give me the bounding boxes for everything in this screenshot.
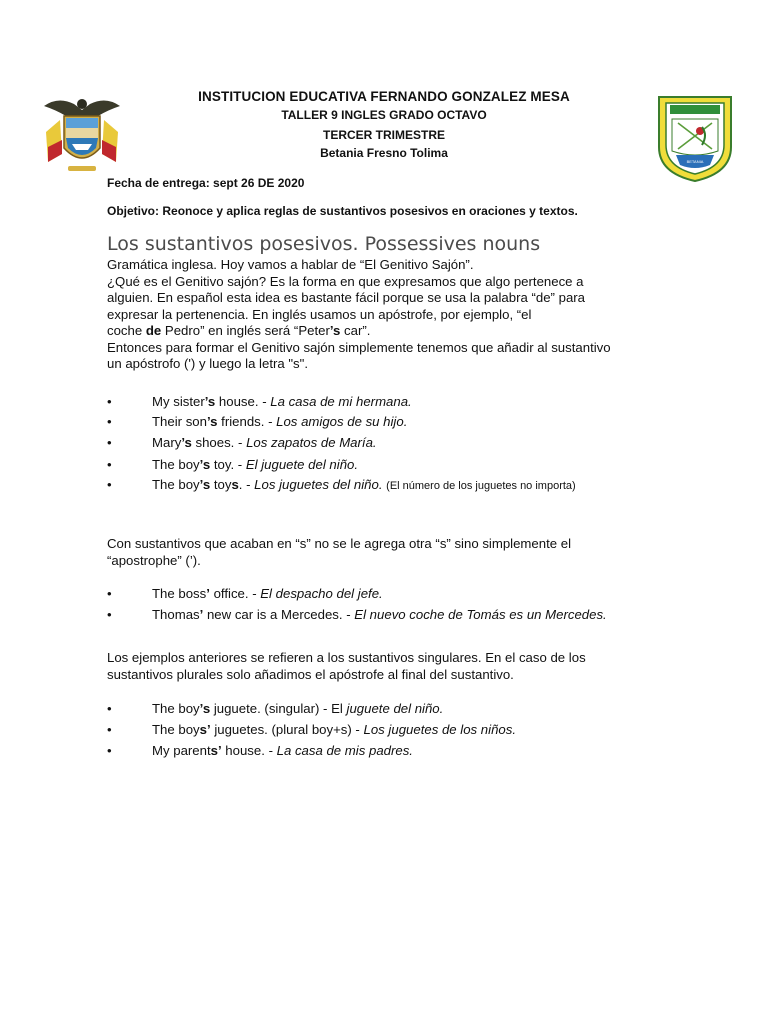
bullet: • [107, 477, 112, 492]
intro-paragraph [107, 257, 677, 373]
bullet: • [107, 435, 112, 450]
institution-name: INSTITUCION EDUCATIVA FERNANDO GONZALEZ MESA [198, 89, 570, 104]
intro-line: Gramática inglesa. Hoy vamos a hablar de “El Genitivo Sajón”. [107, 257, 474, 272]
para-line: sustantivos plurales solo añadimos el apóstrofe al final del sustantivo. [107, 666, 514, 682]
objective [107, 204, 578, 218]
para-line: Los ejemplos anteriores se refieren a los sustantivos singulares. En el caso de los [107, 650, 586, 665]
note: (El número de los juguetes no importa) [386, 480, 576, 492]
school-logo-bottom-text: BETANIA [686, 159, 704, 164]
intro-line: alguien. En español esta idea es bastante fácil porque se usa la palabra “de” para [107, 290, 586, 305]
location-title: Betania Fresno Tolima [320, 146, 448, 160]
objective-text: Reonoce y aplica reglas de sustantivos posesivos en oraciones y textos. [162, 204, 578, 218]
section-title: Los sustantivos posesivos. Possessives nouns [107, 233, 541, 255]
due-date [107, 176, 304, 190]
bullet: • [107, 457, 112, 472]
due-date-year: DE 2020 [257, 176, 305, 190]
bullet: • [107, 394, 112, 409]
bullet: • [107, 414, 112, 429]
intro-line: Entonces para formar el Genitivo sajón simplemente tenemos que añadir al sustantivo [107, 339, 611, 355]
bullet: • [107, 701, 112, 716]
intro-line: coche de Pedro” en inglés será “Peter’s car”. [107, 323, 371, 338]
due-date-label: Fecha de entrega: sept 26 [107, 176, 255, 190]
para-line: Con sustantivos que acaban en “s” no se le agrega otra “s” sino simplemente el [107, 536, 572, 551]
plural-s-paragraph [107, 536, 677, 569]
bullet: • [107, 586, 112, 601]
para-line: “apostrophe” (’). [107, 552, 201, 568]
intro-line: un apóstrofo (') y luego la letra "s". [107, 356, 308, 371]
plural-nouns-paragraph [107, 650, 677, 683]
bullet: • [107, 607, 112, 622]
term-title: TERCER TRIMESTRE [322, 128, 445, 142]
intro-line: expresar la pertenencia. En inglés usamos un apóstrofe, por ejemplo, “el [107, 306, 532, 322]
bullet: • [107, 743, 112, 758]
objective-label: Objetivo: [107, 204, 160, 218]
workshop-title: TALLER 9 INGLES GRADO OCTAVO [281, 108, 487, 122]
intro-line: ¿Qué es el Genitivo sajón? Es la forma en que expresamos que algo pertenece a [107, 273, 584, 289]
bullet: • [107, 722, 112, 737]
